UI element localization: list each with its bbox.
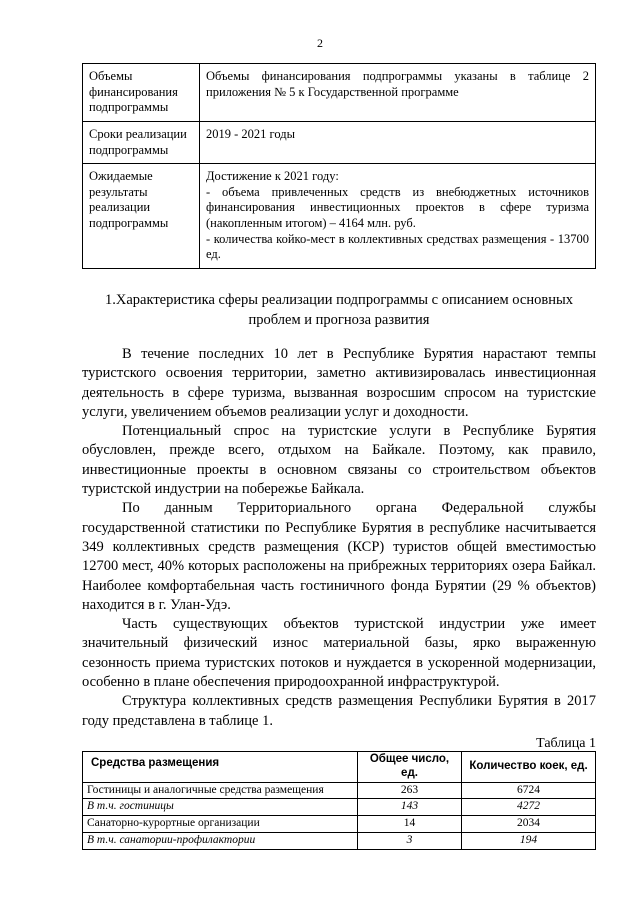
row-count: 263 (358, 782, 462, 799)
row-facility: Санаторно-курортные организации (83, 816, 358, 833)
row-count: 143 (358, 799, 462, 816)
row-facility: В т.ч. санатории-профилактории (83, 832, 358, 849)
passport-value-results (200, 164, 596, 269)
page-number: 2 (317, 36, 323, 50)
paragraph: Часть существующих объектов туристской индустрии уже имеет значительный физический износ материальной базы, ярко выраженную сезонность приема туристских потоков и нуждается в ускоренной модернизации, особенно в плане обеспечения природоохранной инфраструктурой. (82, 616, 596, 691)
passport-label-terms: Сроки реализации подпрограммы (83, 121, 200, 163)
passport-value-financing (200, 64, 596, 122)
subprogram-passport-table (82, 63, 596, 269)
passport-line: Объемы финансирования подпрограммы указаны в таблице 2 приложения № 5 к Государственной программе (206, 69, 589, 99)
paragraph: В течение последних 10 лет в Республике Бурятия нарастают темпы туристского освоения территории, заметно активизировалась инвестиционная деятельность в сфере туризма, вызванная возросшим спросом на туристские услуги, увеличением объемов реализации услуг и доходности. (82, 346, 596, 420)
row-beds: 6724 (462, 782, 596, 799)
paragraph: По данным Территориального органа Федеральной службы государственной статистики по Республике Бурятия в республике насчитывается 349 коллективных средств размещения (КСР) туристов общей вместимостью 12700 мест, 40% которых расположены на прибрежных территориях озера Байкал. Наиболее комфортабельная часть гостиничного фонда Бурятии (29 % объектов) находится в г. Улан-Удэ. (82, 500, 596, 613)
row-beds: 194 (462, 832, 596, 849)
row-beds: 4272 (462, 799, 596, 816)
passport-line: Достижение к 2021 году: (206, 169, 339, 184)
row-count: 3 (358, 832, 462, 849)
accommodation-table (82, 751, 596, 850)
table-caption: Таблица 1 (536, 736, 596, 751)
passport-value-terms (200, 121, 596, 163)
table-row (83, 799, 596, 816)
table-header-row (83, 752, 596, 783)
table-row (83, 782, 596, 799)
section-heading: 1.Характеристика сферы реализации подпрограммы с описанием основных проблем и прогноза развития (105, 292, 573, 328)
passport-row-financing (83, 64, 596, 122)
header-beds: Количество коек, ед. (462, 752, 596, 783)
header-count: Общее число, ед. (358, 752, 462, 783)
header-facility: Средства размещения (83, 752, 358, 783)
passport-line: - количества койко-мест в коллективных средствах размещения - 13700 ед. (206, 231, 589, 262)
passport-label-results: Ожидаемые результаты реализации подпрограммы (83, 164, 200, 269)
paragraph: Структура коллективных средств размещения Республики Бурятия в 2017 году представлена в таблице 1. (82, 693, 596, 729)
passport-row-terms (83, 121, 596, 163)
table-row (83, 832, 596, 849)
row-facility: Гостиницы и аналогичные средства размещения (83, 782, 358, 799)
row-facility: В т.ч. гостиницы (83, 799, 358, 816)
table-row (83, 816, 596, 833)
passport-line: 2019 - 2021 годы (206, 126, 296, 141)
passport-row-results (83, 164, 596, 269)
row-beds: 2034 (462, 816, 596, 833)
paragraph: Потенциальный спрос на туристские услуги в Республике Бурятия обусловлен, прежде всего, отдыхом на Байкале. Поэтому, как правило, инвестиционные проекты в основном связаны со строительством объектов туристской индустрии на побережье Байкала. (82, 423, 596, 498)
passport-line: - объема привлеченных средств из внебюджетных источников финансирования инвестиционных проектов в сфере туризма (накопленным итогом) – 4164 млн. руб. (206, 184, 589, 230)
row-count: 14 (358, 816, 462, 833)
body-text (82, 345, 596, 731)
passport-label-financing: Объемы финансирования подпрограммы (83, 64, 200, 122)
